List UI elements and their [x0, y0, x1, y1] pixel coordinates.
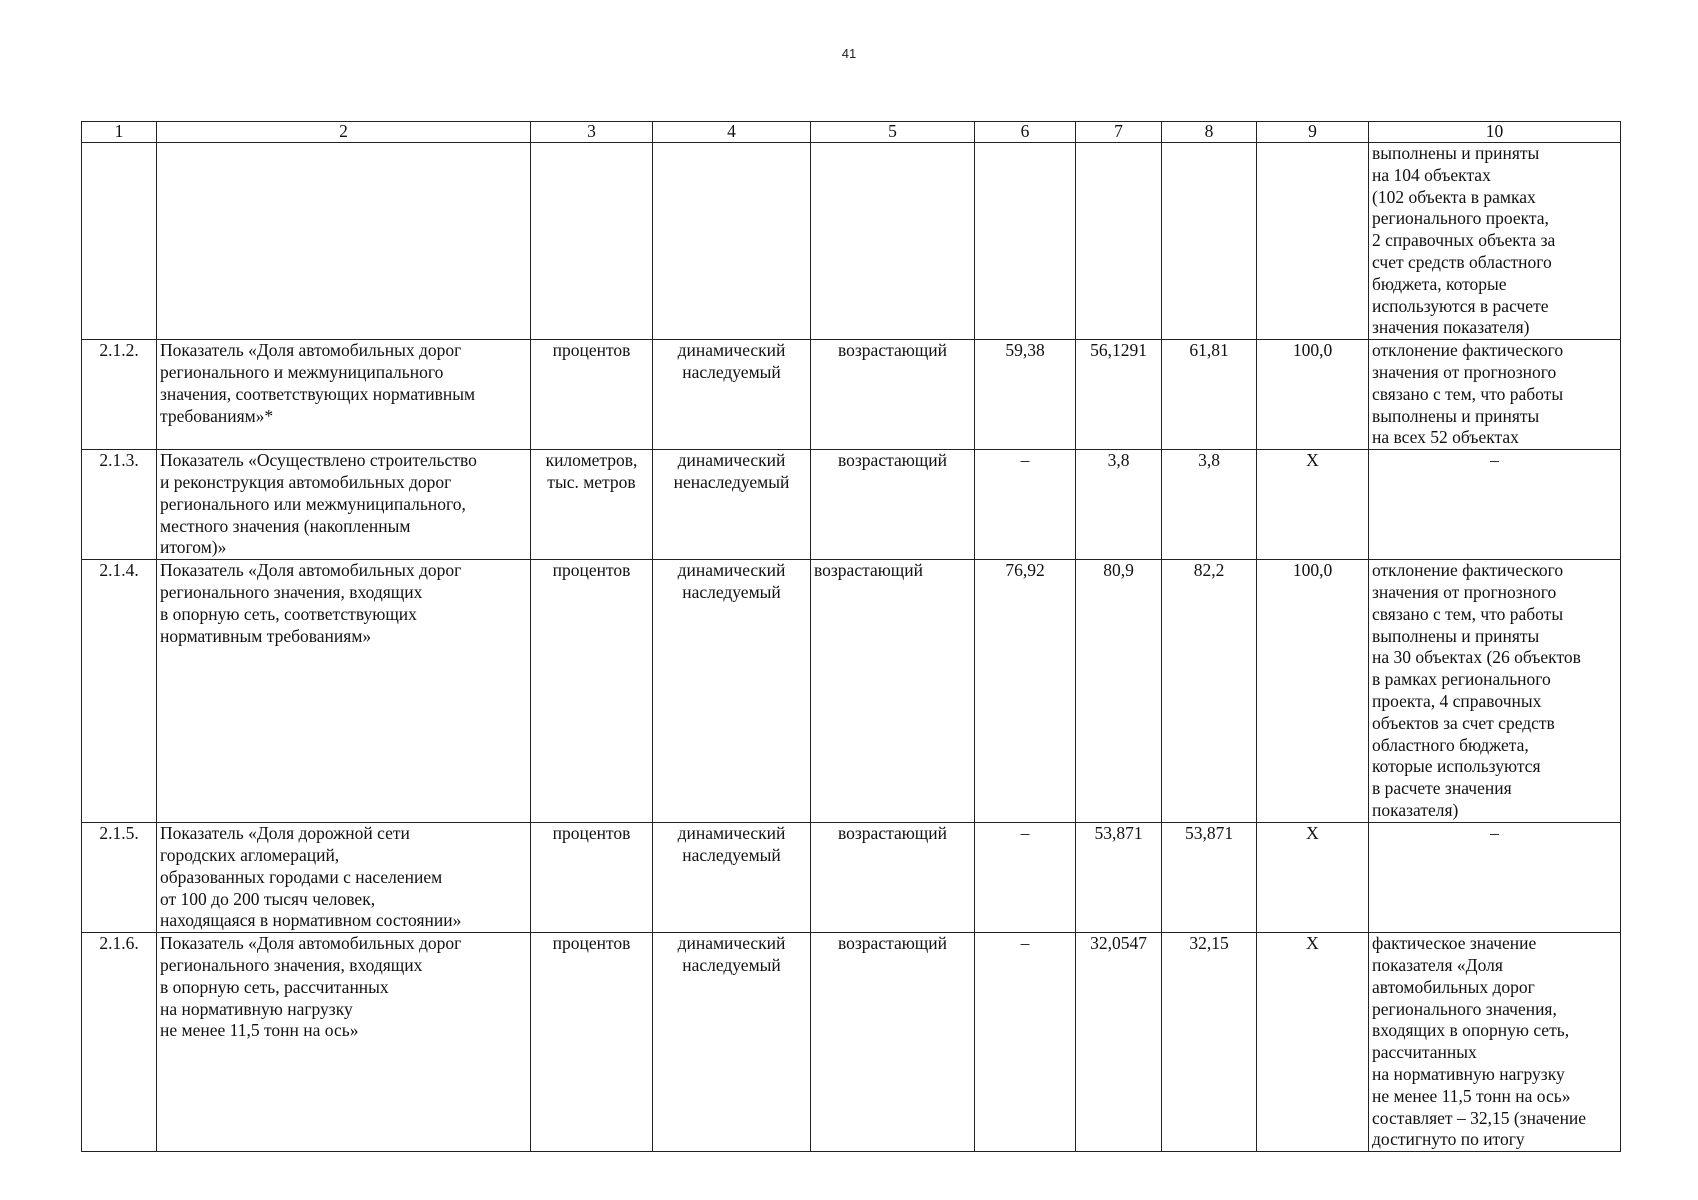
unit-cell: процентов — [531, 560, 653, 823]
value-col8-cell: 53,871 — [1162, 823, 1257, 933]
note-cell: отклонение фактического значения от прогнозного связано с тем, что работы выполнены и приняты на 30 объектах (26 объектов в рамках регионального проекта, 4 справочных объектов за счет средств областного бюджета, которые используются в расчете значения показателя) — [1369, 560, 1621, 823]
column-header-6: 6 — [975, 122, 1076, 143]
unit-cell: процентов — [531, 933, 653, 1152]
value-col7-cell: 80,9 — [1076, 560, 1162, 823]
type-cell — [653, 143, 811, 340]
column-header-10: 10 — [1369, 122, 1621, 143]
value-col9-cell — [1257, 143, 1369, 340]
note-cell: – — [1369, 823, 1621, 933]
table-row — [82, 560, 1621, 823]
value-col6-cell: 76,92 — [975, 560, 1076, 823]
direction-cell: возрастающий — [811, 340, 975, 450]
column-header-2: 2 — [157, 122, 531, 143]
unit-cell: процентов — [531, 340, 653, 450]
header-row — [82, 122, 1621, 143]
table-row — [82, 340, 1621, 450]
type-cell: динамический наследуемый — [653, 933, 811, 1152]
page-number: 41 — [841, 46, 857, 61]
table-row — [82, 143, 1621, 340]
note-cell: – — [1369, 450, 1621, 560]
indicator-name-cell: Показатель «Доля автомобильных дорог регионального значения, входящих в опорную сеть, соответствующих нормативным требованиям» — [157, 560, 531, 823]
column-header-7: 7 — [1076, 122, 1162, 143]
value-col7-cell: 53,871 — [1076, 823, 1162, 933]
row-number-cell — [82, 143, 157, 340]
type-cell: динамический наследуемый — [653, 560, 811, 823]
column-header-8: 8 — [1162, 122, 1257, 143]
value-col9-cell: 100,0 — [1257, 560, 1369, 823]
type-cell: динамический наследуемый — [653, 340, 811, 450]
value-col6-cell: – — [975, 450, 1076, 560]
unit-cell — [531, 143, 653, 340]
column-header-1: 1 — [82, 122, 157, 143]
note-cell: выполнены и приняты на 104 объектах (102 объекта в рамках регионального проекта, 2 справочных объекта за счет средств областного бюджета, которые используются в расчете значения показателя) — [1369, 143, 1621, 340]
direction-cell — [811, 143, 975, 340]
note-cell: фактическое значение показателя «Доля автомобильных дорог регионального значения, входящих в опорную сеть, рассчитанных на нормативную нагрузку не менее 11,5 тонн на ось» составляет – 32,15 (значение достигнуто по итогу — [1369, 933, 1621, 1152]
value-col7-cell: 3,8 — [1076, 450, 1162, 560]
type-cell: динамический ненаследуемый — [653, 450, 811, 560]
column-header-4: 4 — [653, 122, 811, 143]
note-cell: отклонение фактического значения от прогнозного связано с тем, что работы выполнены и приняты на всех 52 объектах — [1369, 340, 1621, 450]
row-number-cell: 2.1.3. — [82, 450, 157, 560]
direction-cell: возрастающий — [811, 823, 975, 933]
value-col6-cell: 59,38 — [975, 340, 1076, 450]
unit-cell: километров, тыс. метров — [531, 450, 653, 560]
value-col9-cell: 100,0 — [1257, 340, 1369, 450]
direction-cell: возрастающий — [811, 560, 975, 823]
direction-cell: возрастающий — [811, 450, 975, 560]
row-number-cell: 2.1.4. — [82, 560, 157, 823]
indicator-name-cell: Показатель «Доля автомобильных дорог регионального значения, входящих в опорную сеть, рассчитанных на нормативную нагрузку не менее 11,5 тонн на ось» — [157, 933, 531, 1152]
row-number-cell: 2.1.2. — [82, 340, 157, 450]
row-number-cell: 2.1.6. — [82, 933, 157, 1152]
value-col6-cell: – — [975, 933, 1076, 1152]
value-col6-cell — [975, 143, 1076, 340]
value-col8-cell: 3,8 — [1162, 450, 1257, 560]
indicator-name-cell: Показатель «Осуществлено строительство и реконструкция автомобильных дорог регионального или межмуниципального, местного значения (накопленным итогом)» — [157, 450, 531, 560]
type-cell: динамический наследуемый — [653, 823, 811, 933]
table-row — [82, 933, 1621, 1152]
value-col8-cell: 82,2 — [1162, 560, 1257, 823]
table-row — [82, 450, 1621, 560]
table-row — [82, 823, 1621, 933]
value-col7-cell: 32,0547 — [1076, 933, 1162, 1152]
value-col9-cell: Х — [1257, 823, 1369, 933]
value-col9-cell: Х — [1257, 933, 1369, 1152]
indicator-name-cell: Показатель «Доля автомобильных дорог регионального и межмуниципального значения, соответствующих нормативным требованиям»* — [157, 340, 531, 450]
column-header-9: 9 — [1257, 122, 1369, 143]
indicators-table — [81, 121, 1621, 1152]
unit-cell: процентов — [531, 823, 653, 933]
direction-cell: возрастающий — [811, 933, 975, 1152]
value-col9-cell: Х — [1257, 450, 1369, 560]
column-header-3: 3 — [531, 122, 653, 143]
row-number-cell: 2.1.5. — [82, 823, 157, 933]
column-header-5: 5 — [811, 122, 975, 143]
value-col8-cell: 61,81 — [1162, 340, 1257, 450]
value-col7-cell — [1076, 143, 1162, 340]
value-col7-cell: 56,1291 — [1076, 340, 1162, 450]
indicator-name-cell — [157, 143, 531, 340]
value-col8-cell — [1162, 143, 1257, 340]
value-col8-cell: 32,15 — [1162, 933, 1257, 1152]
value-col6-cell: – — [975, 823, 1076, 933]
indicator-name-cell: Показатель «Доля дорожной сети городских агломераций, образованных городами с населением от 100 до 200 тысяч человек, находящаяся в нормативном состоянии» — [157, 823, 531, 933]
